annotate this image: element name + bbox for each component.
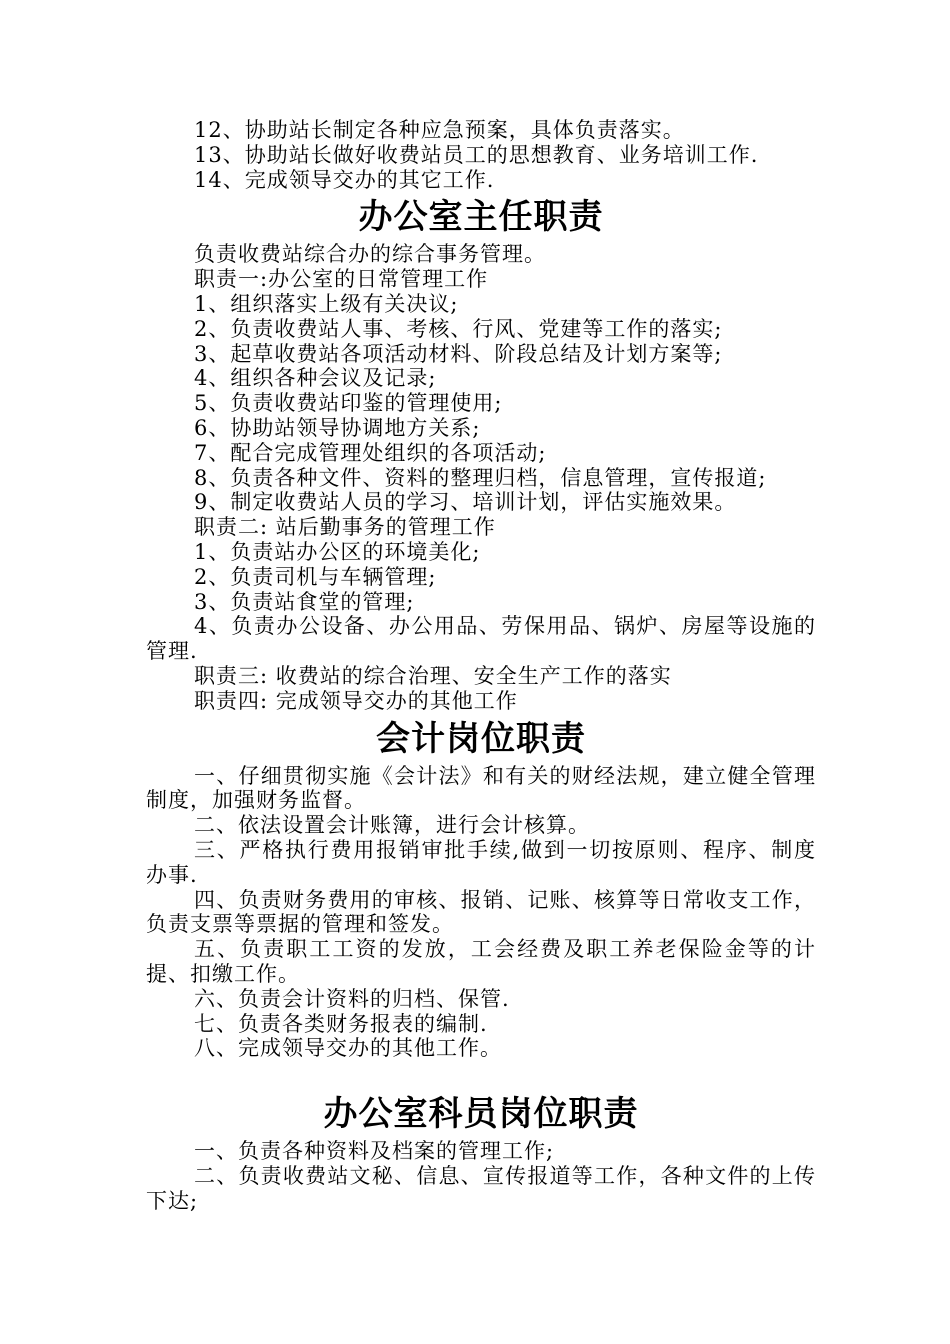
section-title: 会计岗位职责 [376, 718, 586, 759]
list-item: 14、完成领导交办的其它工作. [194, 167, 495, 192]
list-item: 一、负责各种资料及档案的管理工作; [194, 1139, 555, 1164]
list-item: 六、负责会计资料的归档、保管. [194, 986, 510, 1011]
office-director-section [146, 192, 816, 713]
list-item: 12、协助站长制定各种应急预案，具体负责落实。 [194, 118, 685, 142]
top-items-list [146, 118, 816, 192]
list-item: 2、负责收费站人事、考核、行风、党建等工作的落实; [194, 316, 723, 341]
accountant-section [146, 714, 816, 1062]
list-item: 一、仔细贯彻实施《会计法》和有关的财经法规，建立健全管理制度，加强财务监督。 [146, 763, 816, 813]
duty-title: 职责四: 完成领导交办的其他工作 [194, 688, 518, 713]
section-title: 办公室科员岗位职责 [323, 1094, 639, 1135]
list-item: 二、负责收费站文秘、信息、宣传报道等工作，各种文件的上传下达; [146, 1163, 816, 1213]
duty-title: 职责一:办公室的日常管理工作 [194, 267, 489, 292]
list-item: 9、制定收费站人员的学习、培训计划，评估实施效果。 [194, 490, 737, 515]
list-item: 3、起草收费站各项活动材料、阶段总结及计划方案等; [194, 341, 723, 366]
list-item: 4、负责办公设备、办公用品、劳保用品、锅炉、房屋等设施的管理. [146, 614, 816, 664]
list-item: 4、组织各种会议及记录; [194, 366, 437, 391]
list-item: 五、负责职工工资的发放，工会经费及职工养老保险金等的计提、扣缴工作。 [146, 937, 816, 986]
list-item: 八、完成领导交办的其他工作。 [194, 1036, 502, 1061]
section-intro: 负责收费站综合办的综合事务管理。 [194, 242, 546, 267]
document-page [146, 118, 816, 1213]
list-item: 7、配合完成管理处组织的各项活动; [194, 440, 547, 465]
duty-title: 职责三: 收费站的综合治理、安全生产工作的落实 [194, 663, 672, 688]
list-item: 5、负责收费站印鉴的管理使用; [194, 391, 503, 416]
list-item: 1、组织落实上级有关决议; [194, 291, 459, 316]
list-item: 二、依法设置会计账簿，进行会计核算。 [194, 813, 590, 838]
list-item: 13、协助站长做好收费站员工的思想教育、业务培训工作. [194, 142, 759, 167]
list-item: 6、协助站领导协调地方关系; [194, 415, 481, 440]
list-item: 2、负责司机与车辆管理; [194, 564, 437, 589]
list-item: 三、严格执行费用报销审批手续,做到一切按原则、程序、制度办事. [146, 837, 816, 887]
office-clerk-section [146, 1089, 816, 1213]
list-item: 8、负责各种文件、资料的整理归档，信息管理，宣传报道; [194, 465, 767, 490]
list-item: 四、负责财务费用的审核、报销、记账、核算等日常收支工作，负责支票等票据的管理和签发。 [146, 887, 816, 937]
list-item: 3、负责站食堂的管理; [194, 589, 415, 614]
list-item: 七、负责各类财务报表的编制. [194, 1011, 488, 1036]
duty-title: 职责二: 站后勤事务的管理工作 [194, 515, 496, 540]
list-item: 1、负责站办公区的环境美化; [194, 539, 481, 564]
section-title: 办公室主任职责 [358, 197, 604, 238]
